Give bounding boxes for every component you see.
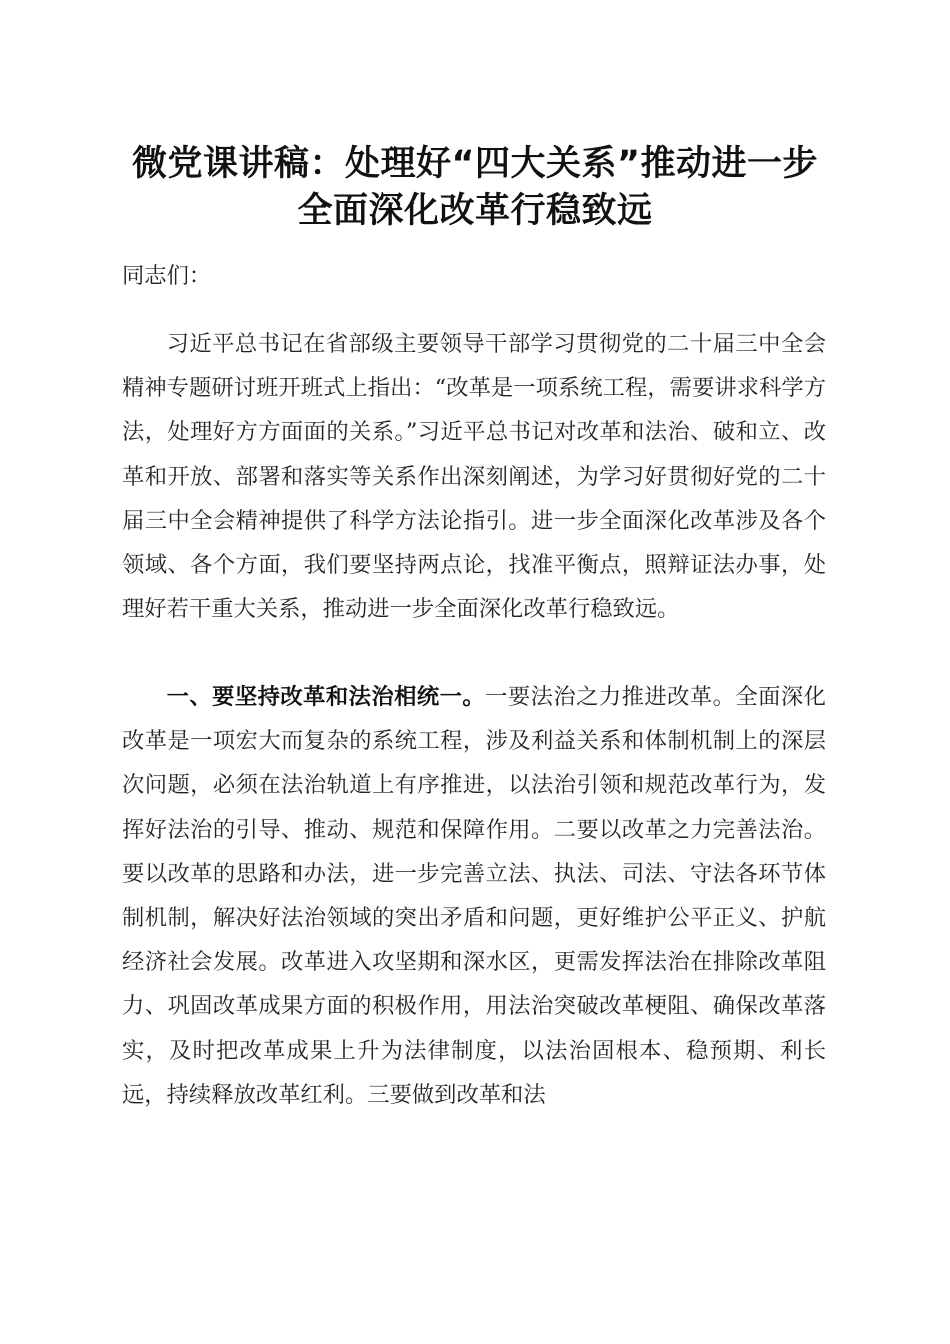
document-title-line-2: 全面深化改革行稳致远 bbox=[297, 191, 653, 231]
document-title-line-1: 微党课讲稿：处理好“四大关系”推动进一步 bbox=[131, 144, 818, 184]
salutation: 同志们： bbox=[122, 263, 212, 289]
paragraph-section-1 bbox=[122, 675, 826, 1117]
paragraph-intro: 习近平总书记在省部级主要领导干部学习贯彻党的二十届三中全会精神专题研讨班开班式上指出：“改革是一项系统工程，需要讲求科学方法，处理好方方面面的关系。”习近平总书记对改革和法治、破和立、改革和开放、部署和落实等关系作出深刻阐述，为学习好贯彻好党的二十届三中全会精神提供了科学方法论指引。进一步全面深化改革涉及各个领域、各个方面，我们要坚持两点论，找准平衡点，照辩证法办事，处理好若干重大关系，推动进一步全面深化改革行稳致远。 bbox=[122, 331, 826, 623]
section-1-text: 一要法治之力推进改革。全面深化改革是一项宏大而复杂的系统工程，涉及利益关系和体制机制上的深层次问题，必须在法治轨道上有序推进，以法治引领和规范改革行为，发挥好法治的引导、推动、规范和保障作用。二要以改革之力完善法治。要以改革的思路和办法，进一步完善立法、执法、司法、守法各环节体制机制，解决好法治领域的突出矛盾和问题，更好维护公平正义、护航经济社会发展。改革进入攻坚期和深水区，更需发挥法治在排除改革阻力、巩固改革成果方面的积极作用，用法治突破改革梗阻、确保改革落实，及时把改革成果上升为法律制度，以法治固根本、稳预期、利长远，持续释放改革红利。三要做到改革和法 bbox=[122, 684, 826, 1108]
section-1-heading: 一、要坚持改革和法治相统一。 bbox=[166, 684, 486, 710]
